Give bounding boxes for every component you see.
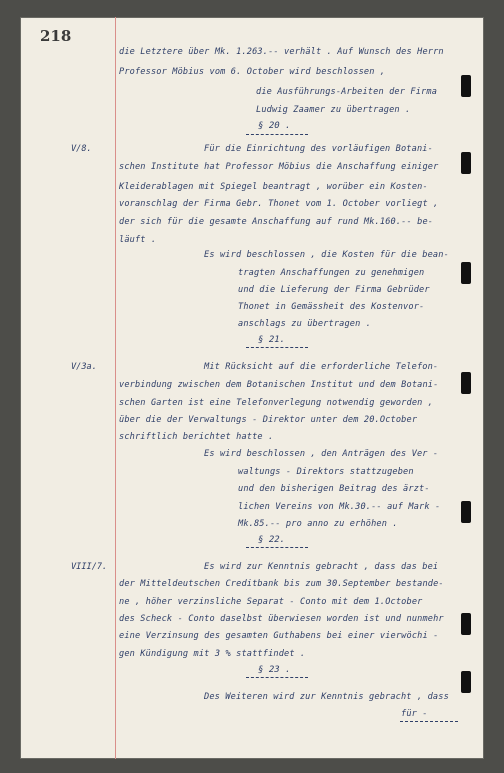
- text-line: die Ausführungs-Arbeiten der Firma: [256, 87, 438, 97]
- binder-tab: [461, 671, 471, 693]
- text-line: tragten Anschaffungen zu genehmigen: [238, 268, 425, 278]
- text-line: schen Garten ist eine Telefonverlegung notwendig geworden ,: [119, 398, 434, 408]
- text-line: der Mitteldeutschen Creditbank bis zum 30.September bestande-: [119, 579, 444, 589]
- text-line: über die der Verwaltungs - Direktor unter dem 20.October: [119, 415, 418, 425]
- text-line: Ludwig Zaamer zu übertragen .: [256, 105, 411, 115]
- text-line: voranschlag der Firma Gebr. Thonet vom 1. October vorliegt ,: [119, 199, 439, 209]
- text-line: lichen Vereins von Mk.30.-- auf Mark -: [238, 502, 441, 512]
- catchword: für -: [401, 709, 428, 719]
- section-underline: [246, 347, 308, 348]
- text-line: des Scheck - Conto daselbst überwiesen worden ist und nunmehr: [119, 614, 444, 624]
- text-line: Kleiderablagen mit Spiegel beantragt , worüber ein Kosten-: [119, 182, 428, 192]
- text-line: Es wird beschlossen , den Anträgen des Ver -: [204, 449, 439, 459]
- binder-tab: [461, 152, 471, 174]
- section-underline: [246, 134, 308, 135]
- text-line: schen Institute hat Professor Möbius die Anschaffung einiger: [119, 162, 439, 172]
- text-line: anschlags zu übertragen .: [238, 319, 372, 329]
- paragraph-mark: § 20 .: [258, 121, 291, 131]
- text-line: eine Verzinsung des gesamten Guthabens bei einer vierwöchi -: [119, 631, 439, 641]
- paragraph-mark: § 23 .: [258, 665, 291, 675]
- section-underline: [246, 677, 308, 678]
- text-line: Mit Rücksicht auf die erforderliche Telefon-: [204, 362, 439, 372]
- text-line: waltungs - Direktors stattzugeben: [238, 467, 414, 477]
- page-number: 218: [40, 27, 72, 45]
- binder-tab: [461, 613, 471, 635]
- text-line: Es wird zur Kenntnis gebracht , dass das bei: [204, 562, 439, 572]
- margin-note: V/8.: [71, 144, 92, 154]
- catchword-underline: [400, 721, 458, 722]
- binder-tab: [461, 372, 471, 394]
- text-line: Für die Einrichtung des vorläufigen Botani-: [204, 144, 433, 154]
- binder-tab: [461, 75, 471, 97]
- text-line: Des Weiteren wird zur Kenntnis gebracht , dass: [204, 692, 449, 702]
- margin-note: V/3a.: [71, 362, 97, 372]
- paragraph-mark: § 21.: [258, 335, 286, 345]
- binder-tab: [461, 262, 471, 284]
- binder-tab: [461, 501, 471, 523]
- text-line: Es wird beschlossen , die Kosten für die bean-: [204, 250, 449, 260]
- text-line: Mk.85.-- pro anno zu erhöhen .: [238, 519, 398, 529]
- document-page: [20, 17, 484, 759]
- text-line: und den bisherigen Beitrag des ärzt-: [238, 484, 430, 494]
- margin-rule: [115, 17, 116, 759]
- text-line: Thonet in Gemässheit des Kostenvor-: [238, 302, 425, 312]
- text-line: der sich für die gesamte Anschaffung auf rund Mk.160.-- be-: [119, 217, 434, 227]
- paragraph-mark: § 22.: [258, 535, 286, 545]
- text-line: Professor Möbius vom 6. October wird beschlossen ,: [119, 67, 386, 77]
- text-line: verbindung zwischen dem Botanischen Institut und dem Botani-: [119, 380, 439, 390]
- section-underline: [246, 547, 308, 548]
- text-line: die Letztere über Mk. 1.263.-- verhält . Auf Wunsch des Herrn: [119, 47, 444, 57]
- text-line: läuft .: [119, 235, 157, 245]
- text-line: schriftlich berichtet hatte .: [119, 432, 274, 442]
- text-line: ne , höher verzinsliche Separat - Conto mit dem 1.October: [119, 597, 423, 607]
- margin-note: VIII/7.: [71, 562, 108, 572]
- text-line: und die Lieferung der Firma Gebrüder: [238, 285, 430, 295]
- text-line: gen Kündigung mit 3 % stattfindet .: [119, 649, 306, 659]
